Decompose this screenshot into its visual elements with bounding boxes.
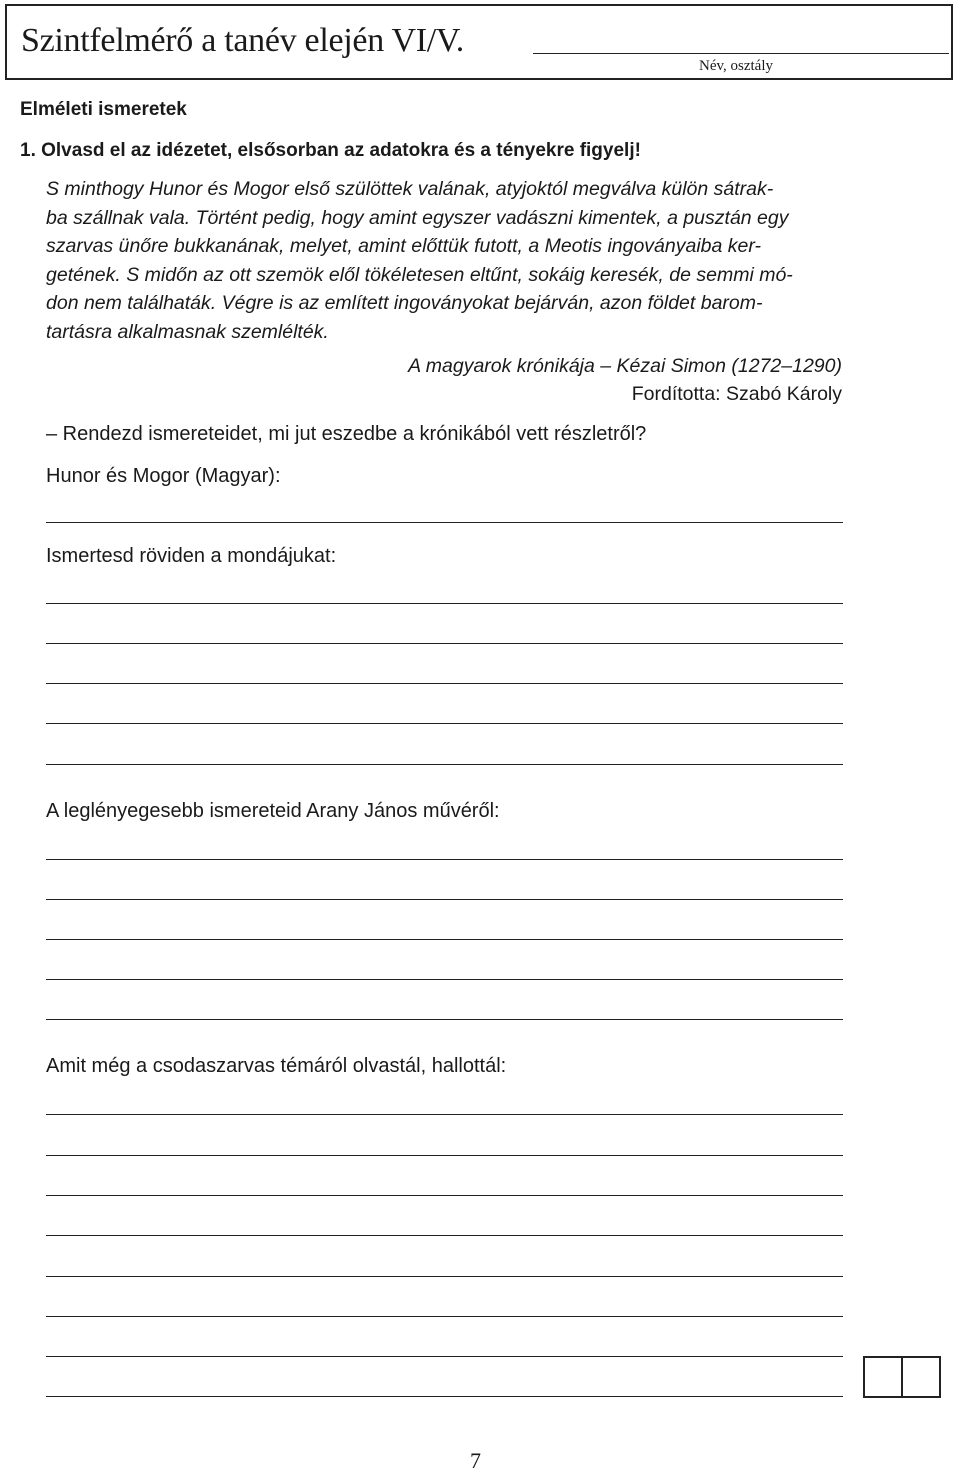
answer-line[interactable] [46, 603, 843, 604]
name-field-label: Név, osztály [699, 58, 774, 74]
answer-line[interactable] [46, 1019, 843, 1020]
quote-line: ba szállnak vala. Történt pedig, hogy amint egyszer vadászni kimentek, a pusztán egy [46, 206, 789, 229]
quote-translator: Fordította: Szabó Károly [631, 383, 842, 405]
answer-line[interactable] [46, 723, 843, 724]
quote-line: S minthogy Hunor és Mogor első szülöttek valának, atyjoktól megválva külön sátrak- [46, 178, 774, 200]
answer-line[interactable] [46, 1195, 843, 1196]
prompt-csodaszarvas: Amit még a csodaszarvas témáról olvastál, hallottál: [46, 1055, 507, 1077]
answer-line[interactable] [46, 1316, 843, 1317]
answer-line[interactable] [46, 1235, 843, 1236]
answer-line[interactable] [46, 1114, 843, 1115]
answer-line[interactable] [46, 643, 843, 644]
answer-line[interactable] [46, 1276, 843, 1277]
answer-line[interactable] [46, 764, 843, 765]
page-title: Szintfelmérő a tanév elején VI/V. [21, 22, 464, 59]
answer-line[interactable] [46, 979, 843, 980]
answer-line[interactable] [46, 1155, 843, 1156]
chronicle-quote [46, 175, 846, 347]
answer-line[interactable] [46, 899, 843, 900]
name-field-line[interactable] [533, 53, 949, 54]
score-box-earned[interactable] [863, 1356, 903, 1398]
answer-line[interactable] [46, 939, 843, 940]
task-question: – Rendezd ismereteidet, mi jut eszedbe a krónikából vett részletről? [46, 423, 647, 445]
score-box-max[interactable] [901, 1356, 941, 1398]
quote-line: don nem találhaták. Végre is az említett ingoványokat bejárván, azon földet barom- [46, 292, 763, 315]
prompt-monda: Ismertesd röviden a mondájukat: [46, 545, 337, 567]
answer-line[interactable] [46, 683, 843, 684]
page-number: 7 [470, 1448, 481, 1473]
answer-line[interactable] [46, 522, 843, 523]
answer-line[interactable] [46, 859, 843, 860]
section-heading: Elméleti ismeretek [20, 99, 187, 120]
quote-line: getének. S midőn az ott szemök elől tökéletesen eltűnt, sokáig keresék, de semmi mó- [46, 263, 793, 286]
quote-line: szarvas ünőre bukkanának, melyet, amint előttük futott, a Meotis ingoványaiba ker- [46, 235, 762, 258]
quote-source: A magyarok krónikája – Kézai Simon (1272–1290) [408, 355, 842, 377]
quote-line: tartásra alkalmasnak szemlélték. [46, 320, 329, 343]
answer-line[interactable] [46, 1356, 843, 1357]
answer-line[interactable] [46, 1396, 843, 1397]
prompt-arany: A leglényegesebb ismereteid Arany János művéről: [46, 800, 500, 822]
header-box [5, 4, 953, 80]
task-instruction: 1. Olvasd el az idézetet, elsősorban az adatokra és a tényekre figyelj! [20, 140, 641, 161]
prompt-hunor-mogor: Hunor és Mogor (Magyar): [46, 465, 281, 487]
